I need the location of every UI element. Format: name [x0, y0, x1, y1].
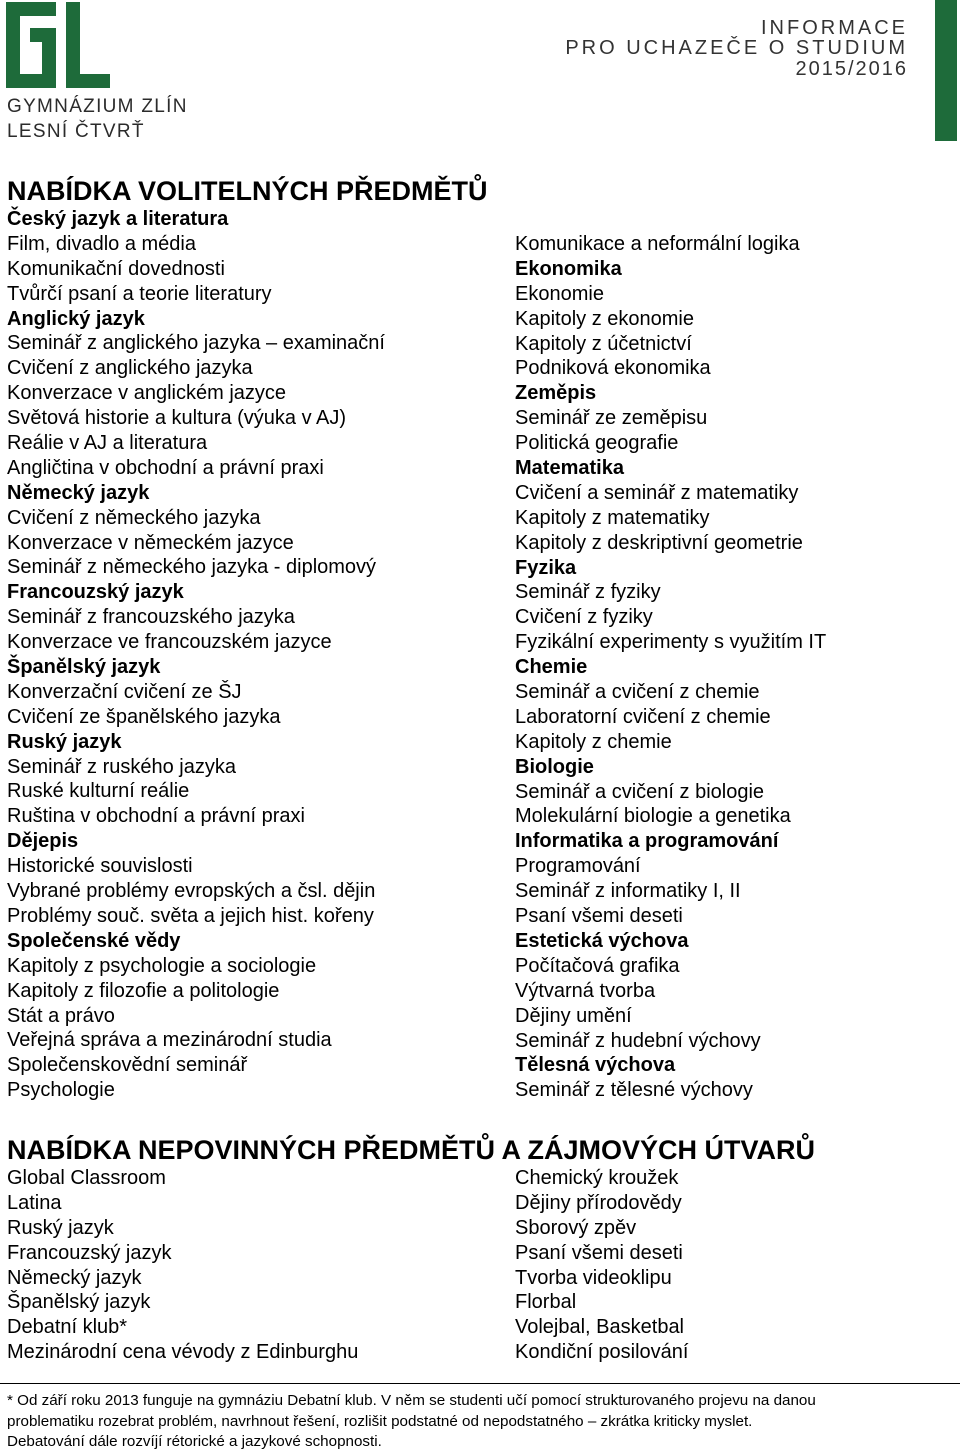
subject-group-heading: Německý jazyk: [7, 481, 150, 504]
subject-item: Světová historie a kultura (výuka v AJ): [7, 407, 347, 430]
subject-item: Kapitoly z psychologie a sociologie: [7, 954, 317, 977]
extracurricular-section-title: NABÍDKA NEPOVINNÝCH PŘEDMĚTŮ A ZÁJMOVÝCH ÚTVARŮ: [7, 1135, 816, 1165]
subject-item: Komunikace a neformální logika: [515, 233, 800, 255]
info-heading-year: 2015/2016: [795, 58, 908, 80]
subject-group-heading: Chemie: [515, 656, 588, 679]
subject-item: Konverzace v německém jazyce: [7, 531, 294, 554]
subject-item: Německý jazyk: [7, 1266, 142, 1289]
elective-section-title: NABÍDKA VOLITELNÝCH PŘEDMĚTŮ: [7, 176, 488, 206]
subject-group-heading: Fyzika: [515, 556, 577, 579]
footnote-line: problematiku rozebrat problém, navrhnout řešení, rozlišit podstatné od nepodstatného – zkrátka kriticky myslet.: [7, 1412, 753, 1430]
subject-item: Veřejná správa a mezinárodní studia: [7, 1029, 332, 1052]
subject-item: Dějiny přírodovědy: [515, 1191, 682, 1214]
subject-item: Chemický kroužek: [515, 1167, 679, 1189]
subject-group-heading: Český jazyk a literatura: [7, 208, 229, 230]
subject-item: Historické souvislosti: [7, 855, 193, 878]
school-logo: [6, 2, 110, 88]
subject-item: Reálie v AJ a literatura: [7, 432, 208, 455]
subject-item: Seminář z fyziky: [515, 581, 661, 604]
extracurricular-right-column: [515, 1166, 688, 1365]
subject-item: Seminář z tělesné výchovy: [515, 1079, 753, 1102]
elective-right-column: [515, 232, 826, 1103]
subject-item: Francouzský jazyk: [7, 1241, 172, 1264]
subject-item: Cvičení a seminář z matematiky: [515, 481, 799, 504]
subject-item: Kapitoly z účetnictví: [515, 332, 692, 355]
subject-item: Konverzační cvičení ze ŠJ: [7, 680, 242, 703]
subject-item: Fyzikální experimenty s využitím IT: [515, 631, 827, 654]
subject-item: Ruština v obchodní a právní praxi: [7, 805, 305, 828]
subject-item: Komunikační dovednosti: [7, 257, 225, 280]
subject-item: Global Classroom: [7, 1167, 166, 1189]
school-name-line1: GYMNÁZIUM ZLÍN: [7, 96, 188, 117]
subject-item: Latina: [7, 1191, 62, 1214]
subject-item: Sborový zpěv: [515, 1216, 637, 1239]
info-heading-line1: INFORMACE: [761, 17, 908, 39]
subject-item: Volejbal, Basketbal: [515, 1316, 685, 1339]
subject-group-heading: Matematika: [515, 457, 624, 480]
subject-item: Programování: [515, 855, 641, 878]
subject-item: Konverzace ve francouzském jazyce: [7, 631, 332, 654]
subject-item: Cvičení z anglického jazyka: [7, 357, 253, 380]
subject-item: Cvičení z německého jazyka: [7, 506, 261, 529]
subject-group-heading: Anglický jazyk: [7, 307, 145, 330]
footnote-line: * Od září roku 2013 funguje na gymnáziu Debatní klub. V něm se studenti učí pomocí strukturovaného projevu na danou: [7, 1392, 816, 1409]
subject-item: Seminář z ruského jazyka: [7, 755, 236, 778]
subject-item: Film, divadlo a média: [7, 232, 196, 255]
subject-item: Seminář z francouzského jazyka: [7, 606, 295, 629]
subject-item: Tvorba videoklipu: [515, 1266, 672, 1289]
footnote: [0, 1383, 960, 1454]
subject-item: Seminář a cvičení z chemie: [515, 681, 760, 704]
subject-item: Dějiny umění: [515, 1004, 632, 1027]
subject-item: Ekonomie: [515, 282, 604, 305]
subject-group-heading: Dějepis: [7, 830, 79, 853]
subject-item: Cvičení ze španělského jazyka: [7, 705, 281, 728]
subject-item: Seminář ze zeměpisu: [515, 407, 708, 430]
footnote-line: Debatování dále rozvíjí rétorické a jazykové schopnosti.: [7, 1433, 382, 1450]
subject-item: Politická geografie: [515, 432, 679, 455]
subject-item: Debatní klub*: [7, 1316, 128, 1339]
subject-group-heading: Španělský jazyk: [7, 656, 161, 679]
subject-item: Molekulární biologie a genetika: [515, 805, 791, 828]
subject-item: Kapitoly z matematiky: [515, 506, 710, 529]
subject-item: Podniková ekonomika: [515, 357, 711, 380]
subject-item: Vybrané problémy evropských a čsl. dějin: [7, 880, 376, 903]
subject-group-heading: Ruský jazyk: [7, 730, 122, 753]
subject-item: Psaní všemi deseti: [515, 1241, 683, 1264]
subject-group-heading: Ekonomika: [515, 257, 622, 280]
subject-item: Problémy souč. světa a jejich hist. kořeny: [7, 904, 374, 927]
subject-item: Ruský jazyk: [7, 1216, 114, 1239]
subject-item: Kapitoly z chemie: [515, 730, 672, 753]
subject-group-heading: Společenské vědy: [7, 929, 181, 952]
subject-item: Seminář a cvičení z biologie: [515, 780, 765, 803]
accent-bar: [935, 0, 957, 141]
info-heading-line2: PRO UCHAZEČE O STUDIUM: [565, 37, 908, 59]
subject-item: Konverzace v anglickém jazyce: [7, 382, 287, 405]
subject-item: Počítačová grafika: [515, 954, 680, 977]
subject-item: Florbal: [515, 1291, 577, 1314]
subject-item: Seminář z německého jazyka - diplomový: [7, 556, 377, 579]
school-name-line2: LESNÍ ČTVRŤ: [7, 121, 145, 142]
subject-item: Tvůrčí psaní a teorie literatury: [7, 282, 272, 305]
subject-item: Kapitoly z deskriptivní geometrie: [515, 531, 803, 554]
subject-item: Psaní všemi deseti: [515, 905, 683, 928]
subject-item: Seminář z anglického jazyka – examinační: [7, 332, 385, 355]
subject-item: Výtvarná tvorba: [515, 979, 656, 1002]
subject-item: Ruské kulturní reálie: [7, 780, 190, 803]
subject-item: Cvičení z fyziky: [515, 606, 653, 629]
subject-group-heading: Francouzský jazyk: [7, 581, 184, 604]
subject-item: Španělský jazyk: [7, 1291, 151, 1314]
subject-group-heading: Tělesná výchova: [515, 1054, 676, 1077]
subject-item: Psychologie: [7, 1079, 115, 1102]
subject-item: Kapitoly z ekonomie: [515, 307, 694, 330]
subject-item: Mezinárodní cena vévody z Edinburghu: [7, 1341, 359, 1364]
subject-item: Stát a právo: [7, 1004, 115, 1027]
subject-item: Kondiční posilování: [515, 1341, 689, 1364]
subject-group-heading: Informatika a programování: [515, 830, 779, 853]
subject-group-heading: Biologie: [515, 755, 594, 778]
subject-item: Angličtina v obchodní a právní praxi: [7, 456, 324, 479]
extracurricular-left-column: [7, 1166, 358, 1365]
subject-item: Seminář z informatiky I, II: [515, 880, 741, 903]
subject-item: Společenskovědní seminář: [7, 1054, 248, 1077]
subject-item: Seminář z hudební výchovy: [515, 1029, 761, 1052]
elective-left-column: [7, 207, 385, 1103]
subject-group-heading: Zeměpis: [515, 382, 597, 405]
subject-item: Kapitoly z filozofie a politologie: [7, 979, 280, 1002]
subject-group-heading: Estetická výchova: [515, 929, 689, 952]
subject-item: Laboratorní cvičení z chemie: [515, 705, 771, 728]
